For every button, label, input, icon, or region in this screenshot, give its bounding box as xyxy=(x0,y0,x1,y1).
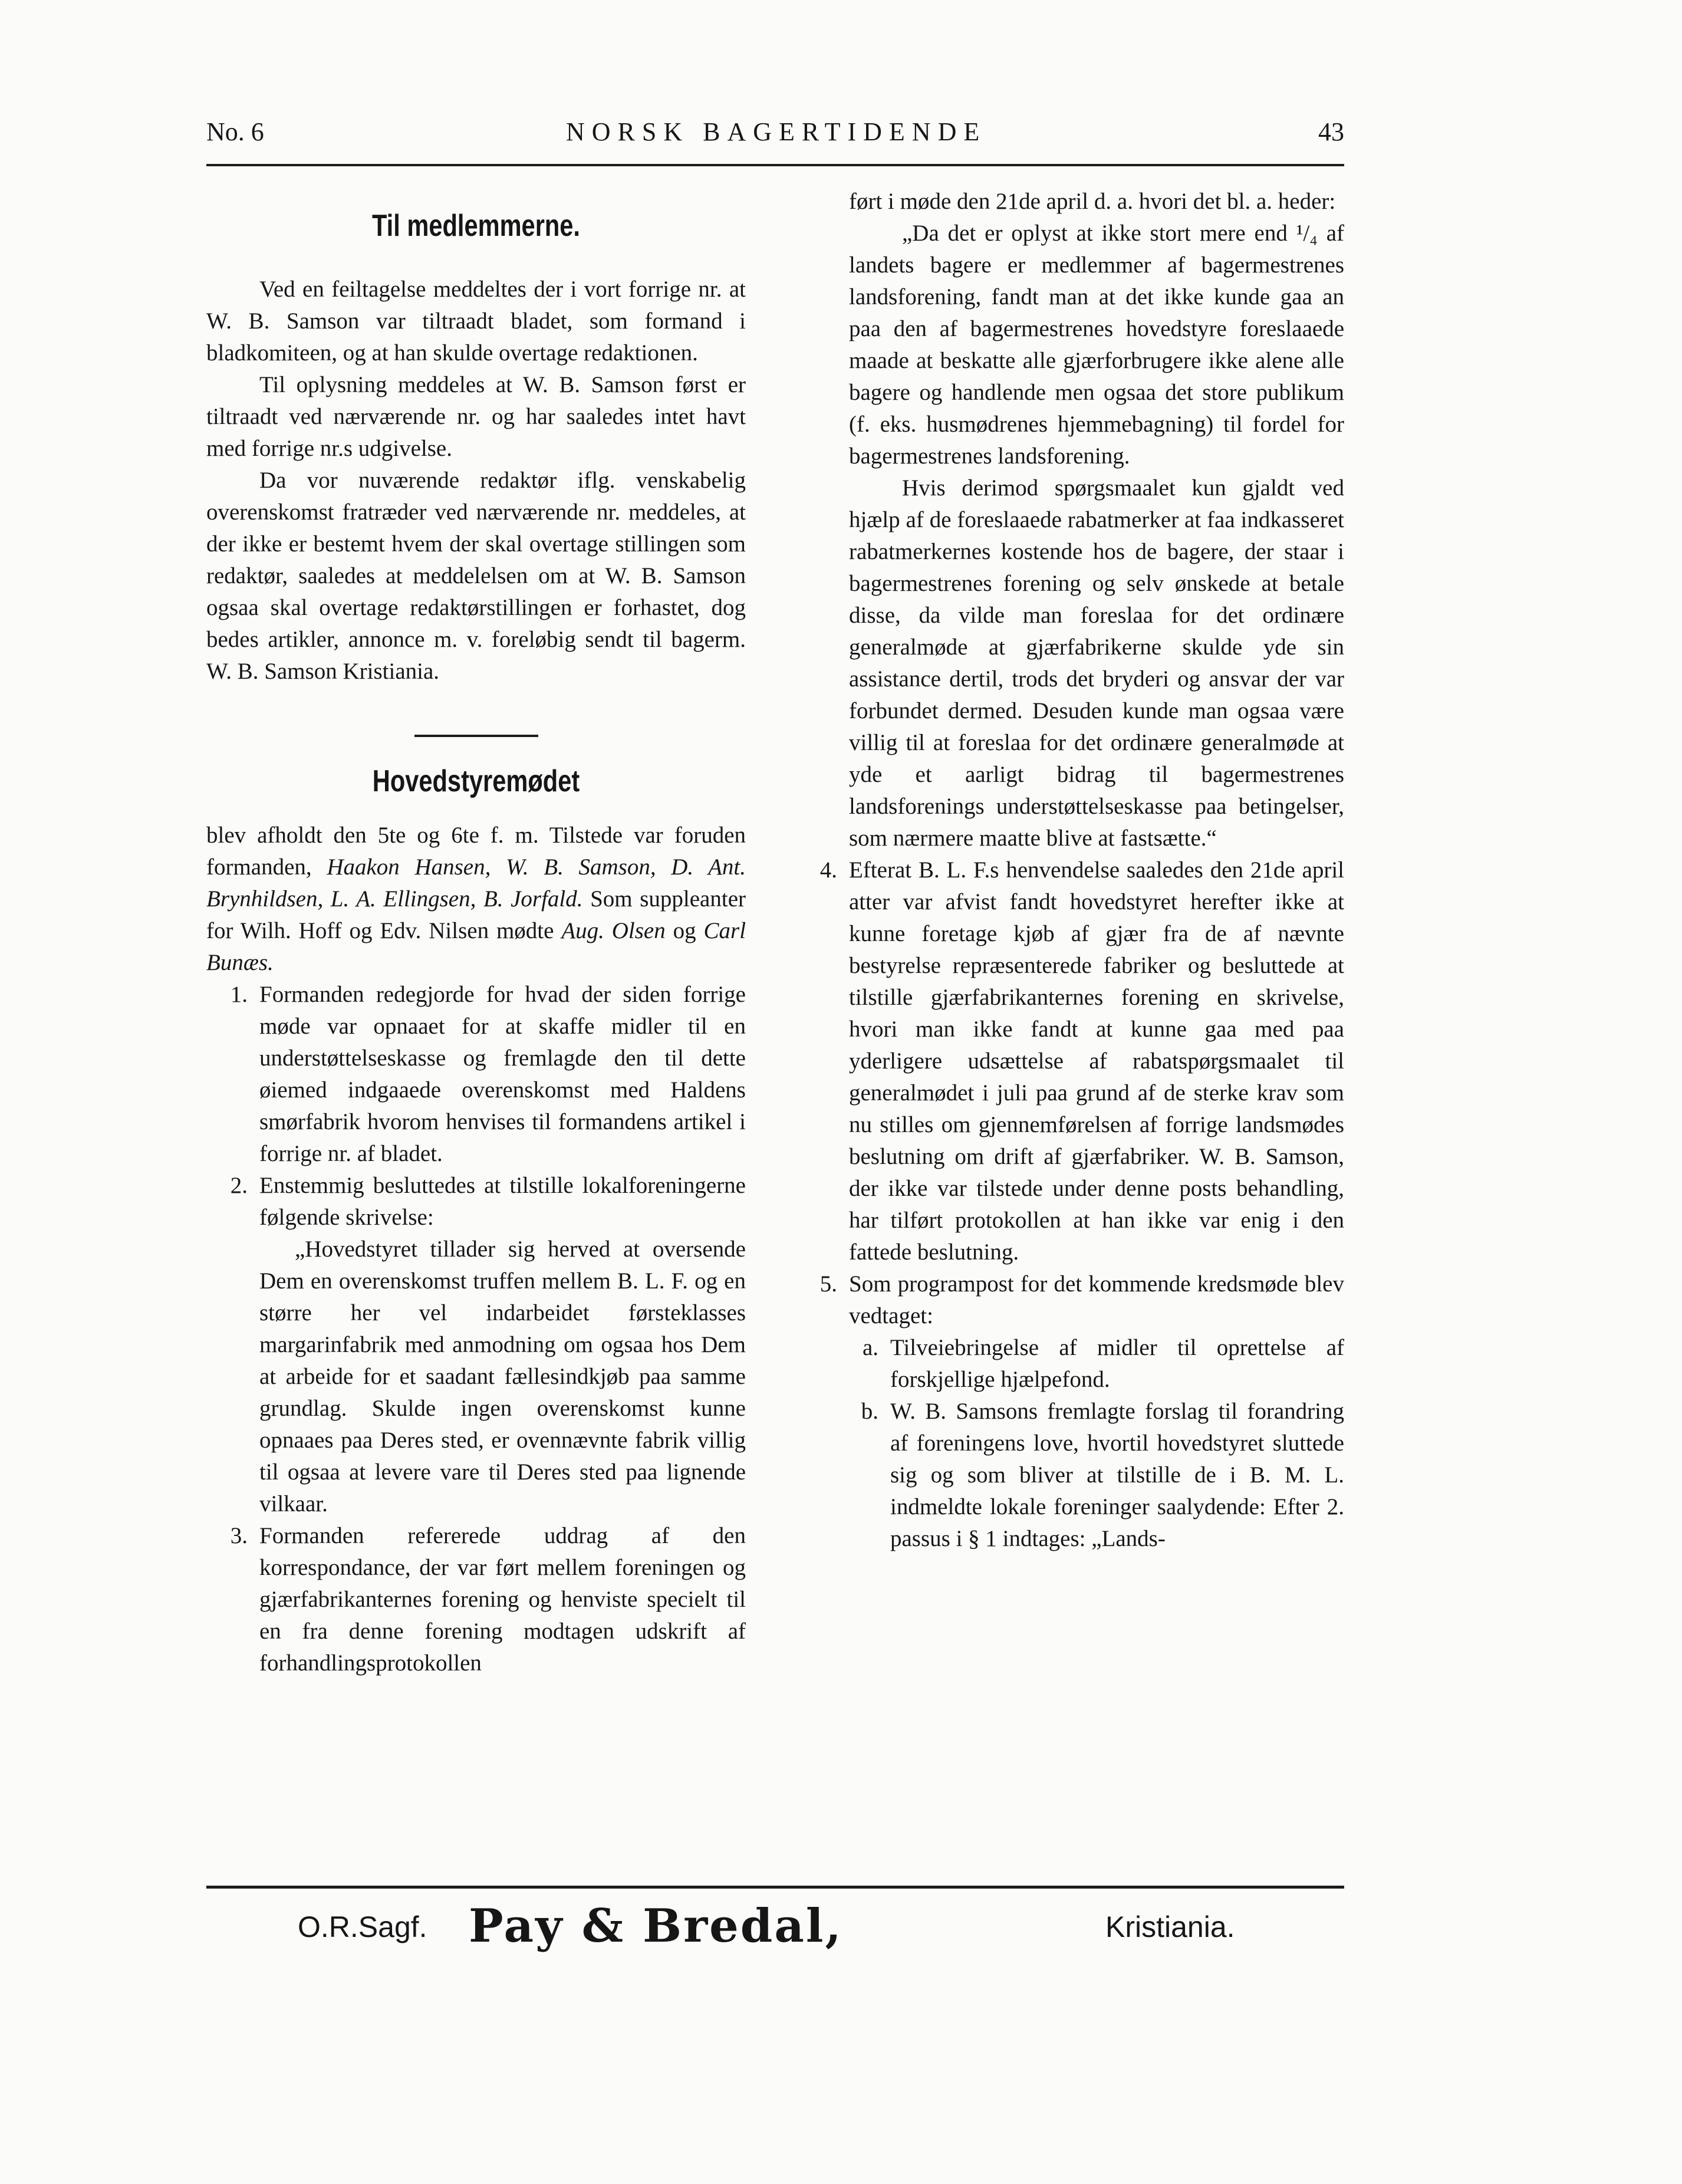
printer-footer xyxy=(206,1899,1344,1955)
intro-paragraph xyxy=(206,820,746,979)
continued-text: ført i møde den 21de april d. a. hvori det bl. a. heder: xyxy=(849,189,1336,214)
sub-item-text: Tilveiebringelse af midler til oprettelse af forskjellige hjælpefond. xyxy=(890,1335,1344,1392)
list-item xyxy=(206,1170,746,1520)
agenda-list-continued xyxy=(819,854,1344,1555)
footer-prefix: O.R.Sagf. xyxy=(298,1910,427,1943)
substitute-name: Aug. Olsen xyxy=(561,918,666,943)
intro-text: Som suppleanter for Wilh. Hoff og Edv. Nilsen mødte xyxy=(206,886,746,943)
sub-item xyxy=(849,1332,1344,1396)
left-column xyxy=(206,200,746,1679)
sub-item-text: W. B. Samsons fremlagte forslag til forandring af foreningens love, hvortil hovedstyret sluttede sig og som bliver at tilstille de i B. M. L. indmeldte lokale foreninger saalydende: Efter 2. passus i § 1 indtages: „Lands- xyxy=(890,1399,1344,1551)
intro-text: og xyxy=(665,918,704,943)
paragraph: Til oplysning meddeles at W. B. Samson først er tiltraadt ved nærværende nr. og har saaledes intet havt med forrige nr.s udgivelse. xyxy=(206,372,746,461)
item-text: Formanden refererede uddrag af den korrespondance, der var ført mellem foreningen og gjærfabrikanternes forening og henviste specielt til en fra denne forening modtagen udskrift af forhandlingsprotokollen xyxy=(259,1523,746,1676)
intro-text: blev afholdt den 5te og 6te f. m. Tilstede var foruden formanden, xyxy=(206,823,746,880)
printer-name: Pay & Bredal, xyxy=(469,1899,843,1953)
footer-city: Kristiania. xyxy=(1105,1910,1235,1943)
list-item xyxy=(206,1520,746,1679)
item-text: Efterat B. L. F.s henvendelse saaledes den 21de april atter var afvist fandt hovedstyret herefter ikke at kunne foretage kjøb af gjær fra de af nævnte bestyrelse repræsenterede fabriker og besluttede at tilstille gjærfabrikanternes forening en skrivelse, hvori man ikke fandt at kunne gaa med paa yderligere udsættelse af rabatspørgsmaalet til generalmødet i juli paa grund af de sterke krav som nu stilles om gjennemførelsen af forrige landsmødes beslutning om drift af gjærfabriker. W. B. Samson, der ikke var tilstede under denne posts behandling, har tilført protokollen at han ikke var enig i den fattede beslutning. xyxy=(849,857,1344,1265)
quoted-paragraph: „Da det er oplyst at ikke stort mere end ¹/₄ af landets bagere er medlemmer af bagermestrenes landsforening, fandt man at det ikke kunde gaa an paa den af bagermestrenes hovedstyre foreslaaede maade at beskatte alle gjærforbrugere ikke alene alle bagere og handlende men ogsaa det store publikum (f. eks. husmødrenes hjemmebagning) til fordel for bagermestrenes landsforening. xyxy=(849,221,1344,469)
page-number: 43 xyxy=(1318,117,1344,146)
sub-item-letter: a. xyxy=(862,1335,878,1360)
paragraph: Da vor nuværende redaktør iflg. venskabelig overenskomst fratræder ved nærværende nr. meddeles, at der ikke er bestemt hvem der skal overtage stillingen som redaktør, saaledes at meddelelsen om at W. B. Samson ogsaa skal overtage redaktørstillingen er forhastet, dog bedes artikler, annonce m. v. foreløbig sendt til bagerm. W. B. Samson Kristiania. xyxy=(206,468,746,684)
right-column xyxy=(819,186,1344,1555)
quoted-paragraph: Hvis derimod spørgsmaalet kun gjaldt ved hjælp af de foreslaaede rabatmerker at faa indkasseret rabatmerkernes kostende hos de bagere, der staar i bagermestrenes forening og selv ønskede at betale disse, da vilde man foreslaa for det ordinære generalmøde at gjærfabrikerne skulde yde sin assistance dertil, trods det bryderi og ansvar der var forbundet dermed. Desuden kunde man ogsaa være villig til at foreslaa for det ordinære generalmøde at yde et aarligt bidrag til bagermestrenes landsforenings understøttelseskasse paa betingelser, som nærmere maatte blive at fastsætte.“ xyxy=(849,475,1344,851)
quoted-letter: „Hovedstyret tillader sig herved at oversende Dem en overenskomst truffen mellem B. L. F. og en større her vel indarbeidet førsteklasses margarinfabrik med anmodning om ogsaa hos Dem at arbeide for et saadant fællesindkjøb paa samme grundlag. Skulde ingen overenskomst kunne opnaaes paa Deres sted, er ovennævnte fabrik villig til ogsaa at levere vare til Deres sted paa lignende vilkaar. xyxy=(259,1236,746,1517)
item-number: 1. xyxy=(230,982,248,1007)
paragraph: Ved en feiltagelse meddeltes der i vort forrige nr. at W. B. Samson var tiltraadt bladet, som formand i bladkomiteen, og at han skulde overtage redaktionen. xyxy=(206,277,746,366)
member-names: Haakon Hansen, W. B. Samson, D. Ant. Brynhildsen, L. A. Ellingsen, B. Jorfald. xyxy=(206,854,746,912)
item-text: Enstemmig besluttedes at tilstille lokalforeningerne følgende skrivelse: xyxy=(259,1173,746,1230)
item-number: 4. xyxy=(819,857,837,883)
footer-rule xyxy=(206,1886,1344,1889)
item-text: Som programpost for det kommende kredsmøde blev vedtaget: xyxy=(849,1271,1344,1328)
substitute-name: Carl Bunæs. xyxy=(206,918,746,975)
section-divider xyxy=(414,735,538,737)
header-rule xyxy=(206,164,1344,166)
heading-til-medlemmerne: Til medlemmerne. xyxy=(372,209,580,243)
item-number: 2. xyxy=(230,1173,248,1198)
sub-item-letter: b. xyxy=(861,1399,878,1424)
list-item xyxy=(808,854,1344,1268)
sub-item xyxy=(849,1396,1344,1555)
item-number: 3. xyxy=(230,1523,248,1548)
heading-hovedstyremodet: Hovedstyremødet xyxy=(372,764,580,798)
agenda-list xyxy=(206,979,746,1679)
issue-number: No. 6 xyxy=(206,117,264,146)
list-item xyxy=(206,979,746,1170)
running-header xyxy=(206,117,1344,158)
item-number: 5. xyxy=(819,1271,837,1297)
publication-title: NORSK BAGERTIDENDE xyxy=(566,117,987,146)
item-text: Formanden redegjorde for hvad der siden forrige møde var opnaaet for at skaffe midler til en understøttelseskasse og fremlagde den til dette øiemed indgaaede overenskomst med Haldens smørfabrik hvorom henvises til formandens artikel i forrige nr. af bladet. xyxy=(259,982,746,1166)
list-item xyxy=(808,1268,1344,1555)
